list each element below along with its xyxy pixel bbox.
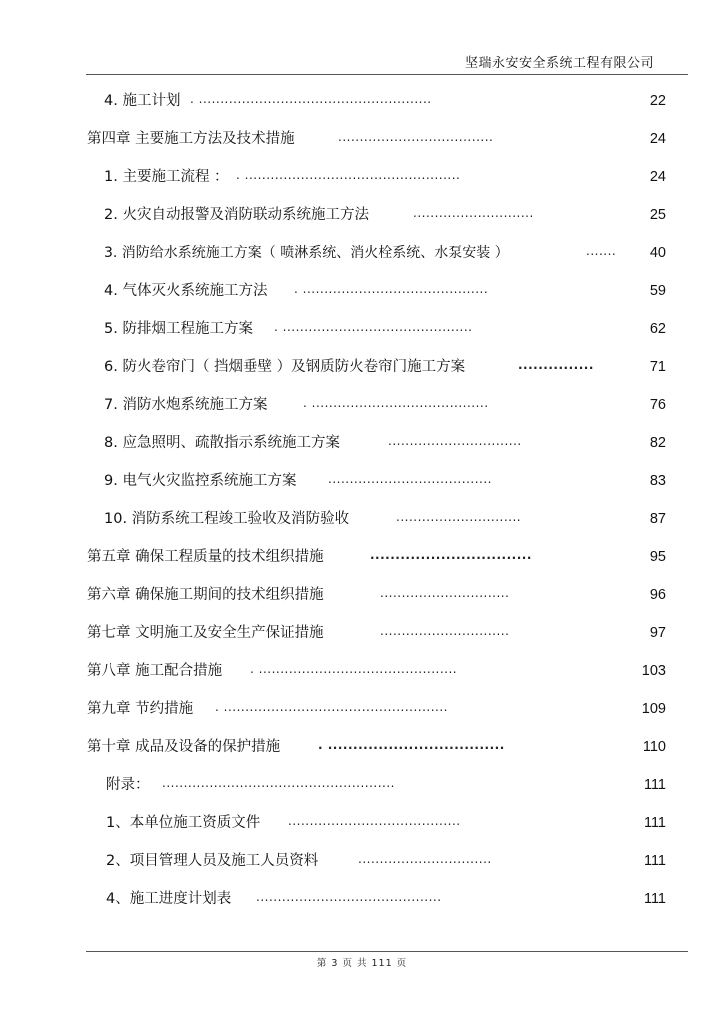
toc-entry [0, 432, 724, 454]
toc-entry-title: 1. 主要施工流程 ： [104, 169, 229, 185]
toc-leader-dots: ....... [586, 244, 617, 258]
toc-entry [0, 166, 724, 188]
toc-entry-page: 110 [642, 739, 666, 755]
toc-entry-title: 第十章 成品及设备的保护措施 [87, 739, 281, 755]
toc-entry [0, 280, 724, 302]
toc-entry [0, 242, 724, 264]
page-number-footer: 第 3 页 共 111 页 [316, 958, 408, 969]
toc-entry-page: 24 [649, 131, 666, 147]
toc-entry [0, 584, 724, 606]
toc-entry [0, 90, 724, 112]
toc-entry-page: 103 [641, 663, 666, 679]
toc-entry-title: 10. 消防系统工程竣工验收及消防验收 [104, 511, 350, 527]
toc-entry [0, 888, 724, 910]
toc-entry-page: 62 [649, 321, 666, 337]
toc-entry-page: 111 [643, 777, 666, 793]
toc-leader-dots: . ................................... [318, 738, 505, 752]
toc-leader-dots: . .................................................... [215, 700, 448, 714]
toc-entry-page: 111 [643, 891, 666, 907]
toc-entry [0, 508, 724, 530]
toc-entry [0, 622, 724, 644]
toc-entry-page: 95 [649, 549, 666, 565]
toc-entry-page: 111 [643, 853, 666, 869]
toc-entry [0, 812, 724, 834]
toc-entry [0, 356, 724, 378]
toc-leader-dots: .................................... [338, 130, 494, 144]
toc-entry-title: 6. 防火卷帘门（ 挡烟垂壁 ）及钢质防火卷帘门施工方案 [104, 359, 466, 375]
toc-leader-dots: . ............................................ [274, 320, 473, 334]
toc-entry [0, 204, 724, 226]
toc-entry [0, 698, 724, 720]
toc-entry-title: 第四章 主要施工方法及技术措施 [87, 131, 295, 147]
toc-entry [0, 774, 724, 796]
toc-entry-title: 附录： [106, 777, 150, 793]
toc-entry-page: 22 [649, 93, 666, 109]
toc-leader-dots: ............................ [413, 206, 534, 220]
toc-entry-title: 3. 消防给水系统施工方案（ 喷淋系统、消火栓系统、水泵安装 ） [104, 245, 509, 261]
toc-leader-dots: ............................. [396, 510, 522, 524]
toc-entry-page: 76 [649, 397, 666, 413]
toc-leader-dots: . .............................................. [250, 662, 458, 676]
toc-entry-title: 2、项目管理人员及施工人员资料 [106, 853, 319, 869]
toc-entry [0, 318, 724, 340]
toc-entry-title: 第八章 施工配合措施 [87, 663, 223, 679]
toc-entry-title: 5. 防排烟工程施工方案 [104, 321, 253, 337]
toc-entry-title: 第六章 确保施工期间的技术组织措施 [87, 587, 324, 603]
toc-leader-dots: . ...................................................... [190, 92, 432, 106]
toc-entry [0, 736, 724, 758]
toc-leader-dots: ................................ [370, 548, 532, 562]
toc-entry-title: 4. 施工计划 [104, 93, 181, 109]
toc-entry [0, 546, 724, 568]
toc-entry-page: 97 [649, 625, 666, 641]
toc-entry-page: 40 [649, 245, 666, 261]
toc-entry-title: 4、施工进度计划表 [106, 891, 232, 907]
toc-leader-dots: .............................. [380, 624, 510, 638]
toc-entry-page: 96 [649, 587, 666, 603]
toc-leader-dots: ............................... [388, 434, 522, 448]
toc-entry-title: 2. 火灾自动报警及消防联动系统施工方法 [104, 207, 369, 223]
toc-entry-page: 111 [643, 815, 666, 831]
toc-entry-title: 4. 气体灭火系统施工方法 [104, 283, 268, 299]
toc-entry [0, 394, 724, 416]
toc-entry-page: 25 [649, 207, 666, 223]
toc-entry-page: 87 [649, 511, 666, 527]
toc-leader-dots: . .................................................. [236, 168, 461, 182]
toc-leader-dots: ...................................... [328, 472, 492, 486]
toc-entry-title: 1、本单位施工资质文件 [106, 815, 261, 831]
toc-entry-page: 24 [649, 169, 666, 185]
toc-entry-title: 第五章 确保工程质量的技术组织措施 [87, 549, 324, 565]
toc-entry-page: 83 [649, 473, 666, 489]
toc-entry-page: 109 [641, 701, 666, 717]
toc-entry [0, 850, 724, 872]
header-company-name: 坚瑞永安安全系统工程有限公司 [464, 56, 654, 71]
toc-entry [0, 660, 724, 682]
toc-leader-dots: .............................. [380, 586, 510, 600]
toc-leader-dots: ........................................ [288, 814, 461, 828]
toc-entry [0, 128, 724, 150]
toc-leader-dots: ........................................... [256, 890, 442, 904]
toc-entry-page: 82 [649, 435, 666, 451]
toc-leader-dots: . ......................................... [303, 396, 489, 410]
toc-entry-title: 9. 电气火灾监控系统施工方案 [104, 473, 297, 489]
toc-leader-dots: ............................... [358, 852, 492, 866]
toc-entry-title: 8. 应急照明、疏散指示系统施工方案 [104, 435, 340, 451]
toc-leader-dots: ...................................................... [162, 776, 395, 790]
toc-entry [0, 470, 724, 492]
toc-entry-page: 71 [649, 359, 666, 375]
toc-entry-title: 第七章 文明施工及安全生产保证措施 [87, 625, 324, 641]
header-divider [86, 74, 688, 75]
toc-entry-page: 59 [649, 283, 666, 299]
toc-entry-title: 第九章 节约措施 [87, 701, 194, 717]
toc-leader-dots: . ........................................... [294, 282, 489, 296]
footer-divider [86, 951, 688, 952]
toc-leader-dots: ............... [518, 358, 594, 372]
toc-entry-title: 7. 消防水炮系统施工方案 [104, 397, 268, 413]
